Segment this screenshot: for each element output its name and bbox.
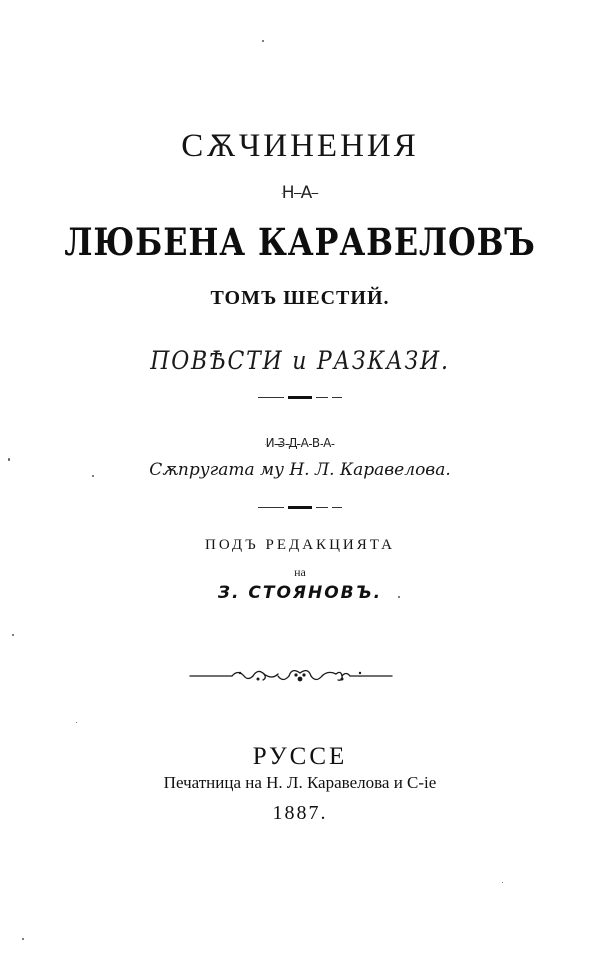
decorative-rule-lower (0, 506, 600, 509)
city: РУССЕ (252, 743, 348, 770)
decorative-rule-upper (0, 396, 600, 399)
published-by-label: ИЗДАВА (265, 436, 335, 450)
paper-speck (502, 882, 503, 883)
editorship-on-word: на (294, 565, 306, 579)
genre-title: ПОВѢСТИ и РАЗКАЗИ. (150, 346, 450, 375)
author-name: ЛЮБЕНА КАРАВЕЛОВЪ (64, 220, 536, 264)
editorship-label: ПОДЪ РЕДАКЦИЯТА (205, 537, 395, 553)
volume-label: ТОМЪ ШЕСТИЙ. (210, 287, 390, 309)
editor-name: З. СТОЯНОВЪ. (217, 583, 383, 603)
works-title: СѪЧИНЕНИЯ (181, 128, 419, 164)
paper-speck (76, 722, 77, 723)
paper-speck (12, 634, 14, 636)
on-word: НА (281, 183, 319, 203)
publisher-line: Сѫпругата му Н. Л. Каравелова. (149, 460, 451, 480)
paper-speck (8, 458, 10, 461)
publication-year: 1887. (272, 802, 328, 824)
ornamental-divider-icon (0, 661, 600, 691)
paper-speck (92, 475, 94, 477)
paper-speck (22, 938, 24, 940)
paper-speck (398, 596, 400, 598)
paper-speck (262, 40, 264, 42)
printer-line: Печатница на Н. Л. Каравелова и С-ie (163, 773, 437, 792)
